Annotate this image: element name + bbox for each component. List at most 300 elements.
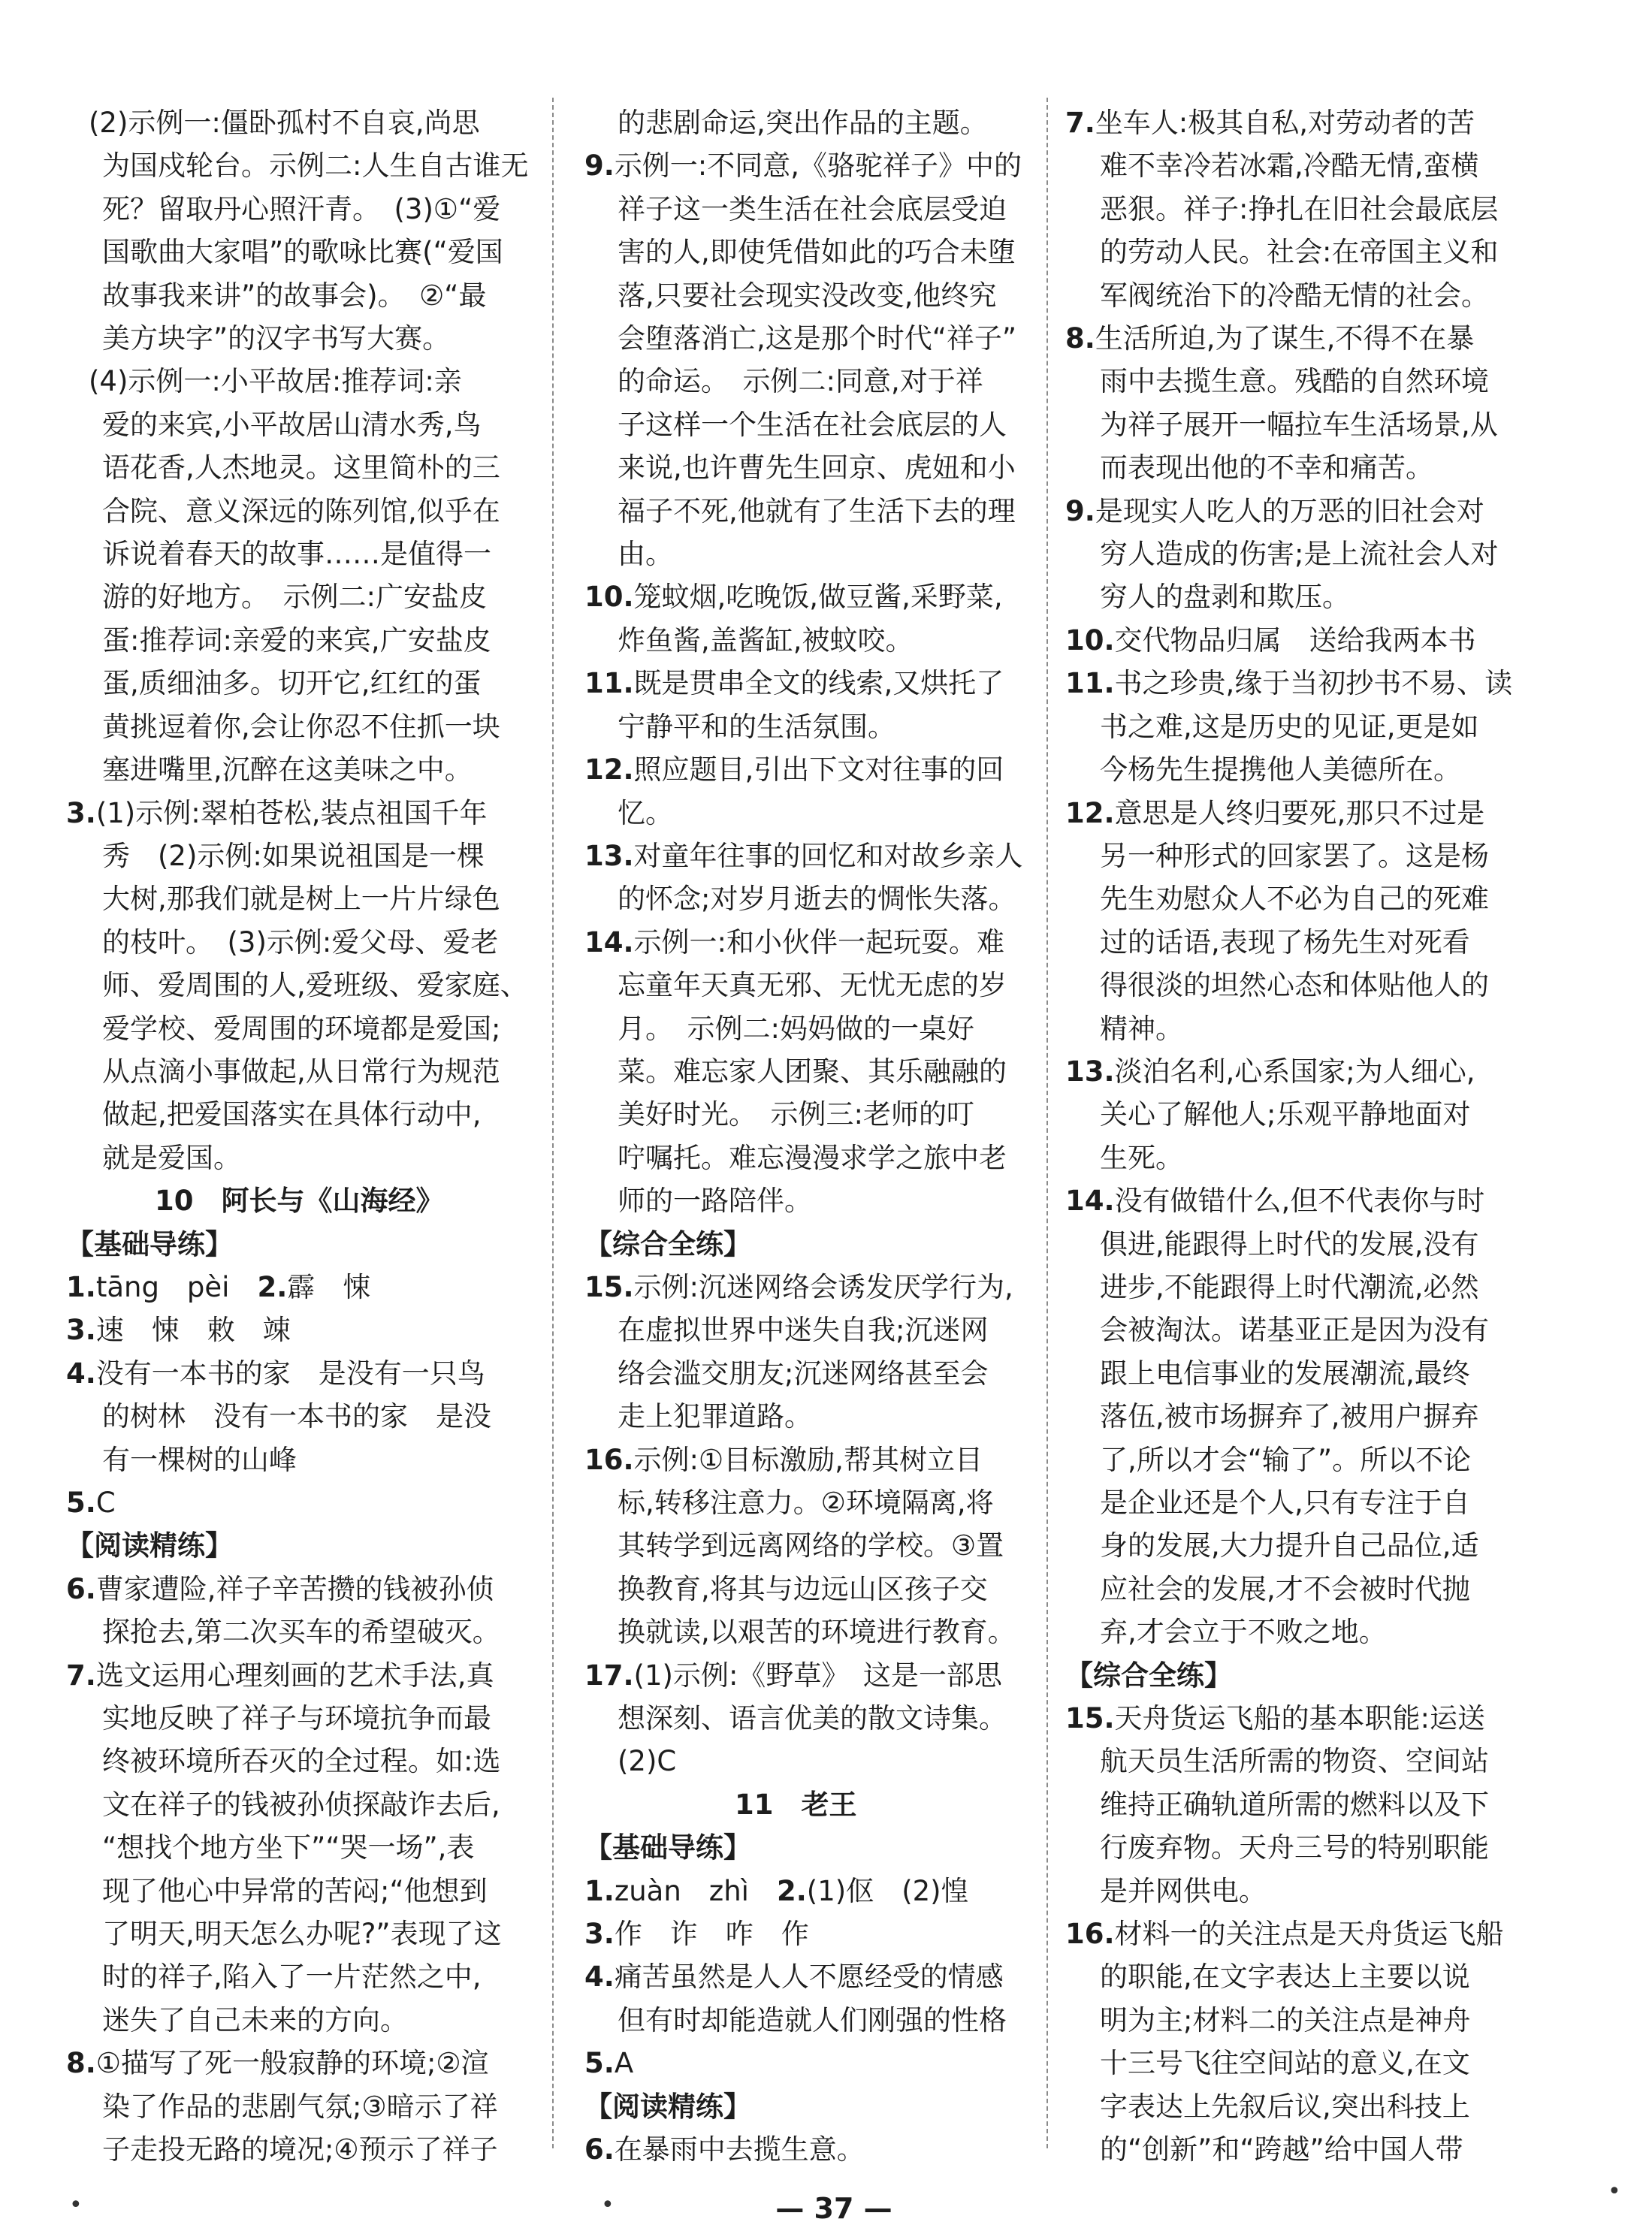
answer-text: 从点滴小事做起,从日常行为规范 [102, 1055, 500, 1088]
answer-text: 忆。 [618, 796, 673, 829]
answer-text: 在虚拟世界中迷失自我;沉迷网 [618, 1314, 989, 1347]
answer-line [584, 188, 1026, 231]
answer-text: 明为主;材料二的关注点是神舟 [1100, 2003, 1471, 2036]
answer-item [584, 835, 1026, 877]
answer-text: 航天员生活所需的物资、空间站 [1100, 1745, 1489, 1778]
answer-line [1065, 2085, 1516, 2128]
answer-line [66, 1395, 530, 1438]
answer-line [66, 1783, 530, 1826]
answer-line [66, 964, 530, 1007]
answer-text: 游的好地方。 示例二:广安盐皮 [102, 581, 487, 614]
answer-line [66, 144, 530, 187]
item-number: 3. [584, 1918, 615, 1951]
answer-line [1065, 1955, 1516, 1998]
answer-text: 穷人造成的伤害;是上流社会人对 [1100, 538, 1499, 571]
answer-text: 没有做错什么,但不代表你与时 [1114, 1185, 1485, 1218]
answer-text: 塞进嘴里,沉醉在这美味之中。 [102, 753, 473, 786]
answer-text: 曹家遭险,祥子辛苦攒的钱被孙侦 [95, 1572, 494, 1605]
answer-text: 爱的来宾,小平故居山清水秀,鸟 [102, 408, 482, 441]
answer-line [1065, 1783, 1516, 1826]
section-heading: 【阅读精练】 [584, 2090, 751, 2123]
answer-text: 福子不死,他就有了生活下去的理 [618, 494, 1016, 527]
answer-text: 会堕落消亡,这是那个时代“祥子” [618, 322, 1017, 355]
answer-line [66, 877, 530, 920]
answer-line [584, 231, 1026, 273]
answer-item [584, 144, 1026, 187]
answer-text: 子这样一个生活在社会底层的人 [618, 408, 1007, 441]
answer-text: 笼蚊烟,吃晚饭,做豆酱,采野菜, [633, 581, 1003, 614]
answer-text: 的命运。 示例二:同意,对于祥 [618, 365, 983, 398]
answer-line [584, 1050, 1026, 1093]
answer-text: C [95, 1487, 116, 1519]
answer-text: 换教育,将其与边远山区孩子交 [618, 1572, 988, 1605]
answer-line [584, 403, 1026, 446]
answer-text: 跟上电信事业的发展潮流,最终 [1100, 1357, 1470, 1390]
item-number: 4. [584, 1961, 615, 1994]
answer-item [1065, 792, 1516, 835]
item-number: 2. [776, 1874, 807, 1907]
answer-line [66, 662, 530, 705]
page-number: — 37 — [775, 2192, 892, 2225]
item-number: 5. [584, 2047, 615, 2080]
answer-line [1065, 921, 1516, 964]
answer-line [1065, 1395, 1516, 1438]
answer-line [66, 1050, 530, 1093]
answer-text: 害的人,即使凭借如此的巧合未堕 [618, 236, 1016, 269]
answer-text: 美好时光。 示例三:老师的叮 [618, 1098, 974, 1131]
answer-line [584, 1352, 1026, 1395]
item-number: 14. [1065, 1185, 1115, 1218]
answer-text: 走上犯罪道路。 [618, 1400, 812, 1433]
answer-text: 炸鱼酱,盖酱缸,被蚊咬。 [618, 623, 914, 657]
answer-item [1065, 1697, 1516, 1740]
answer-line [1065, 1309, 1516, 1351]
answer-item [584, 1438, 1026, 1481]
answer-text: 的怀念;对岁月逝去的惆怅失落。 [618, 883, 1016, 916]
answer-text: 淡泊名利,心系国家;为人细心, [1114, 1055, 1475, 1088]
answer-line [1065, 575, 1516, 618]
item-number: 4. [66, 1357, 96, 1390]
answer-line [584, 705, 1026, 748]
answer-line [584, 274, 1026, 317]
answer-text: 维持正确轨道所需的燃料以及下 [1100, 1788, 1489, 1821]
answer-item [66, 1481, 530, 1524]
item-number: 15. [1065, 1702, 1115, 1735]
answer-text: 是企业还是个人,只有专注于自 [1100, 1487, 1470, 1519]
item-number: 8. [66, 2047, 96, 2080]
answer-item [584, 748, 1026, 791]
answer-line [66, 2085, 530, 2128]
answer-item [1065, 1050, 1516, 1093]
answer-line [1065, 705, 1516, 748]
item-number: 2. [257, 1270, 288, 1303]
answer-text: 行废弃物。天舟三号的特别职能 [1100, 1831, 1489, 1864]
answer-text: 宁静平和的生活氛围。 [618, 710, 895, 743]
answer-text: 的悲剧命运,突出作品的主题。 [618, 107, 988, 139]
item-number: 10. [1065, 623, 1115, 657]
answer-line [1065, 1223, 1516, 1266]
answer-text: (4)示例一:小平故居:推荐词:亲 [89, 365, 462, 398]
answer-item [1065, 662, 1516, 705]
answer-text: 速 悚 敕 竦 [95, 1314, 291, 1347]
answer-text: 材料一的关注点是天舟货运飞船 [1114, 1918, 1504, 1951]
answer-line [1065, 1438, 1516, 1481]
answer-line [1065, 2042, 1516, 2085]
item-number: 9. [1065, 494, 1095, 527]
item-number: 16. [584, 1443, 634, 1476]
answer-text: “想找个地方坐下”“哭一场”,表 [102, 1831, 475, 1864]
answer-line [584, 1309, 1026, 1351]
answer-line [1065, 360, 1516, 403]
answer-text: 恶狠。祥子:挣扎在旧社会最底层 [1100, 192, 1499, 225]
item-number: 13. [1065, 1055, 1115, 1088]
answer-text: 选文运用心理刻画的艺术手法,真 [95, 1659, 494, 1692]
answer-text: 坐车人:极其自私,对劳动者的苦 [1095, 107, 1475, 139]
answer-text: 生活所迫,为了谋生,不得不在暴 [1095, 322, 1475, 355]
answer-text: 字表达上先叙后议,突出科技上 [1100, 2090, 1470, 2123]
answer-line [1065, 231, 1516, 273]
answer-line [584, 101, 1026, 144]
answer-column-1 [66, 101, 530, 2172]
answer-text: 为祥子展开一幅拉车生活场景,从 [1100, 408, 1498, 441]
answer-line [584, 1740, 1026, 1783]
answer-line [584, 792, 1026, 835]
answer-line [584, 360, 1026, 403]
answer-column-3 [1065, 101, 1516, 2172]
answer-text: 文在祥子的钱被孙侦探敲诈去后, [102, 1788, 500, 1821]
answer-text: 穷人的盘剥和欺压。 [1100, 581, 1350, 614]
answer-text: 黄挑逗着你,会让你忍不住抓一块 [102, 710, 500, 743]
answer-line [584, 1697, 1026, 1740]
answer-line [1065, 1999, 1516, 2042]
column-divider-right [1046, 98, 1048, 2148]
answer-text: 蛋:推荐词:亲爱的来宾,广安盐皮 [102, 623, 491, 657]
answer-text: 对童年往事的回忆和对故乡亲人 [633, 839, 1023, 872]
answer-line [66, 575, 530, 618]
answer-text: 但有时却能造就人们刚强的性格 [618, 2003, 1007, 2036]
answer-text: 示例一:和小伙伴一起玩耍。难 [633, 925, 1005, 958]
answer-line [66, 446, 530, 489]
lesson-title: 10 阿长与《山海经》 [155, 1185, 444, 1218]
answer-item [66, 1266, 530, 1309]
answer-text: (1)示例:翠柏苍松,装点祖国千年 [95, 796, 488, 829]
margin-mark: • [69, 2192, 83, 2218]
answer-text: 的枝叶。 (3)示例:爱父母、爱老 [102, 925, 499, 958]
answer-text: 示例:沉迷网络会诱发厌学行为, [633, 1270, 1013, 1303]
answer-text: A [614, 2047, 634, 2080]
answer-line [1065, 1740, 1516, 1783]
answer-item [66, 2042, 530, 2085]
answer-item [66, 1568, 530, 1611]
answer-text: 得很淡的坦然心态和体贴他人的 [1100, 969, 1489, 1002]
answer-line [584, 877, 1026, 920]
item-number: 3. [66, 796, 96, 829]
answer-text: 月。 示例二:妈妈做的一桌好 [618, 1012, 974, 1045]
answer-line [66, 274, 530, 317]
answer-item [1065, 1179, 1516, 1222]
answer-line [1065, 533, 1516, 575]
answer-item [584, 1955, 1026, 1998]
answer-text: 十三号飞往空间站的意义,在文 [1100, 2047, 1470, 2080]
answer-text: 天舟货运飞船的基本职能:运送 [1114, 1702, 1486, 1735]
answer-line [66, 188, 530, 231]
answer-line [66, 1093, 530, 1136]
answer-text: 就是爱国。 [102, 1141, 241, 1174]
answer-text: 痛苦虽然是人人不愿经受的情感 [614, 1961, 1004, 1994]
answer-line [584, 1395, 1026, 1438]
answer-line [584, 619, 1026, 662]
answer-line [66, 1955, 530, 1998]
answer-text: 国歌曲大家唱”的歌咏比赛(“爱国 [102, 236, 503, 269]
answer-item [584, 1654, 1026, 1697]
answer-text: 探抢去,第二次买车的希望破灭。 [102, 1616, 500, 1649]
answer-line [66, 1611, 530, 1653]
answer-line [1065, 1352, 1516, 1395]
lesson-title: 11 老王 [735, 1788, 857, 1821]
item-number: 6. [584, 2133, 615, 2166]
answer-text: (1)伛 (2)惶 [806, 1874, 969, 1907]
answer-text: 终被环境所吞灭的全过程。如:选 [102, 1745, 501, 1778]
answer-text: 菜。难忘家人团聚、其乐融融的 [618, 1055, 1007, 1088]
answer-line [66, 619, 530, 662]
answer-item [584, 1870, 1026, 1912]
answer-text: 精神。 [1100, 1012, 1183, 1045]
answer-line [1065, 1568, 1516, 1611]
answer-text: 标,转移注意力。②环境隔离,将 [618, 1487, 994, 1519]
answer-line [1065, 144, 1516, 187]
answer-line [66, 490, 530, 533]
section-heading: 【基础导练】 [584, 1831, 751, 1864]
answer-text: 迷失了自己未来的方向。 [102, 2003, 408, 2036]
answer-line [66, 1007, 530, 1050]
answer-line [66, 533, 530, 575]
answer-text: 关心了解他人;乐观平静地面对 [1100, 1098, 1471, 1131]
answer-text: 应社会的发展,才不会被时代抛 [1100, 1572, 1470, 1605]
answer-item [1065, 1912, 1516, 1955]
section-heading: 【综合全练】 [584, 1227, 751, 1260]
answer-text: 落,只要社会现实没改变,他终究 [618, 279, 997, 312]
item-number: 1. [584, 1874, 615, 1907]
answer-text: 先生劝慰众人不必为自己的死难 [1100, 883, 1489, 916]
item-number: 11. [1065, 667, 1115, 700]
answer-text: 弃,才会立于不败之地。 [1100, 1616, 1387, 1649]
answer-line [1065, 835, 1516, 877]
answer-text: 霹 悚 [287, 1270, 371, 1303]
answer-line [66, 403, 530, 446]
answer-item [584, 2042, 1026, 2085]
answer-line [1065, 1481, 1516, 1524]
answer-text: 死？留取丹心照汗青。 (3)①“爱 [102, 192, 501, 225]
answer-text: 进步,不能跟得上时代潮流,必然 [1100, 1270, 1479, 1303]
item-number: 13. [584, 839, 634, 872]
item-number: 11. [584, 667, 634, 700]
answer-line [1065, 274, 1516, 317]
answer-text: 其转学到远离网络的学校。③置 [618, 1529, 1004, 1562]
item-number: 3. [66, 1314, 96, 1347]
answer-line [66, 1912, 530, 1955]
answer-text: 的树林 没有一本书的家 是没 [102, 1400, 491, 1433]
answer-item [584, 1266, 1026, 1309]
item-number: 7. [66, 1659, 96, 1692]
answer-line [66, 231, 530, 273]
answer-text: 络会滥交朋友;沉迷网络甚至会 [618, 1357, 989, 1390]
answer-text: 了明天,明天怎么办呢?”表现了这 [102, 1918, 502, 1951]
answer-text: 的“创新”和“跨越”给中国人带 [1100, 2133, 1463, 2166]
answer-text: 雨中去揽生意。残酷的自然环境 [1100, 365, 1489, 398]
item-number: 16. [1065, 1918, 1115, 1951]
answer-line [66, 835, 530, 877]
answer-text: 做起,把爱国落实在具体行动中, [102, 1098, 482, 1131]
answer-line [584, 1093, 1026, 1136]
answer-line [66, 1740, 530, 1783]
answer-column-2 [584, 101, 1026, 2172]
answer-text: (2)示例一:僵卧孤村不自哀,尚思 [89, 107, 480, 139]
answer-text: 师的一路陪伴。 [618, 1185, 812, 1218]
answer-line [584, 1481, 1026, 1524]
answer-line [584, 317, 1026, 360]
answer-text: 语花香,人杰地灵。这里简朴的三 [102, 451, 500, 485]
answer-text: 交代物品归属 送给我两本书 [1114, 623, 1476, 657]
answer-line [1065, 1007, 1516, 1050]
answer-text: 咛嘱托。难忘漫漫求学之旅中老 [618, 1141, 1007, 1174]
answer-text: 忘童年天真无邪、无忧无虑的岁 [618, 969, 1007, 1002]
answer-item [584, 662, 1026, 705]
answer-text: 而表现出他的不幸和痛苦。 [1100, 451, 1433, 485]
item-number: 8. [1065, 322, 1095, 355]
answer-item [584, 921, 1026, 964]
answer-item [66, 792, 530, 835]
item-number: 12. [1065, 796, 1115, 829]
answer-text: 爱学校、爱周围的环境都是爱国; [102, 1012, 501, 1045]
answer-text: 来说,也许曹先生回京、虎妞和小 [618, 451, 1016, 485]
answer-line [66, 101, 530, 144]
answer-line [66, 748, 530, 791]
answer-line [584, 1611, 1026, 1653]
answer-line [66, 317, 530, 360]
answer-text: 生死。 [1100, 1141, 1183, 1174]
answer-text: 现了他心中异常的苦闷;“他想到 [102, 1874, 488, 1907]
answer-text: 的劳动人民。社会:在帝国主义和 [1100, 236, 1499, 269]
answer-line [584, 446, 1026, 489]
answer-line [66, 705, 530, 748]
answer-line [1065, 446, 1516, 489]
answer-text: 俱进,能跟得上时代的发展,没有 [1100, 1227, 1479, 1260]
answer-text: 示例一:不同意,《骆驼祥子》中的 [614, 149, 1022, 183]
answer-text: (1)示例:《野草》 这是一部思 [633, 1659, 1002, 1692]
answer-text: 示例:①目标激励,帮其树立目 [633, 1443, 983, 1476]
answer-text: 落伍,被市场摒弃了,被用户摒弃 [1100, 1400, 1479, 1433]
answer-line [1065, 1266, 1516, 1309]
item-number: 10. [584, 581, 634, 614]
answer-line [1065, 1826, 1516, 1869]
answer-text: 大树,那我们就是树上一片片绿色 [102, 883, 500, 916]
answer-text: 为国戍轮台。示例二:人生自古谁无 [102, 149, 529, 183]
answer-line [66, 1999, 530, 2042]
answer-text: 由。 [618, 538, 673, 571]
answer-line [1065, 1524, 1516, 1567]
answer-line [1065, 964, 1516, 1007]
answer-text: 书之难,这是历史的见证,更是如 [1100, 710, 1479, 743]
answer-line [584, 1524, 1026, 1567]
answer-text: 军阀统治下的冷酷无情的社会。 [1100, 279, 1489, 312]
margin-mark: • [601, 2192, 615, 2218]
answer-text: 师、爱周围的人,爱班级、爱家庭、 [102, 969, 528, 1002]
item-number: 17. [584, 1659, 634, 1692]
answer-text: 祥子这一类生活在社会底层受迫 [618, 192, 1007, 225]
answer-line [1065, 1870, 1516, 1912]
section-heading: 【综合全练】 [1065, 1659, 1232, 1692]
answer-text: 书之珍贵,缘于当初抄书不易、读 [1114, 667, 1513, 700]
answer-text: 在暴雨中去揽生意。 [614, 2133, 865, 2166]
answer-text: 有一棵树的山峰 [102, 1443, 297, 1476]
answer-item [66, 1352, 530, 1395]
section-heading: 【基础导练】 [66, 1227, 233, 1260]
answer-line [66, 1870, 530, 1912]
answer-item [1065, 490, 1516, 533]
answer-text: ①描写了死一般寂静的环境;②渲 [95, 2047, 489, 2080]
answer-text: 蛋,质细油多。切开它,红红的蛋 [102, 667, 482, 700]
answer-text: 身的发展,大力提升自己品位,适 [1100, 1529, 1479, 1562]
answer-line [584, 1179, 1026, 1222]
answer-text: 是现实人吃人的万恶的旧社会对 [1095, 494, 1484, 527]
answer-text: 故事我来讲”的故事会)。 ②“最 [102, 279, 487, 312]
answer-item [1065, 101, 1516, 144]
answer-text: 时的祥子,陷入了一片茫然之中, [102, 1961, 482, 1994]
answer-line [66, 1826, 530, 1869]
answer-text: 难不幸冷若冰霜,冷酷无情,蛮横 [1100, 149, 1479, 183]
answer-item [66, 1654, 530, 1697]
answer-line [584, 1999, 1026, 2042]
item-number: 15. [584, 1270, 634, 1303]
answer-line [66, 1438, 530, 1481]
margin-mark: • [1608, 2178, 1621, 2205]
item-number: 5. [66, 1487, 96, 1519]
item-number: 9. [584, 149, 615, 183]
answer-line [66, 1697, 530, 1740]
answer-line [1065, 1093, 1516, 1136]
answer-item [584, 575, 1026, 618]
answer-text: 秀 (2)示例:如果说祖国是一棵 [102, 839, 485, 872]
answer-line [1065, 2128, 1516, 2171]
item-number: 14. [584, 925, 634, 958]
answer-text: 想深刻、语言优美的散文诗集。 [618, 1702, 1007, 1735]
answer-text: 染了作品的悲剧气氛;③暗示了祥 [102, 2090, 498, 2123]
answer-text: 美方块字”的汉字书写大赛。 [102, 322, 451, 355]
answer-line [1065, 1137, 1516, 1179]
item-number: 6. [66, 1572, 96, 1605]
answer-text: 是并网供电。 [1100, 1874, 1267, 1907]
answer-text: (2)C [618, 1745, 677, 1778]
answer-line [584, 1007, 1026, 1050]
answer-line [66, 360, 530, 403]
answer-text: 照应题目,引出下文对往事的回 [633, 753, 1004, 786]
answer-line [66, 2128, 530, 2171]
answer-item [584, 1912, 1026, 1955]
answer-text: 会被淘汰。诺基亚正是因为没有 [1100, 1314, 1489, 1347]
answer-text: 作 诈 咋 作 [614, 1918, 809, 1951]
answer-line [1065, 1611, 1516, 1653]
item-number: 12. [584, 753, 634, 786]
section-heading: 【阅读精练】 [66, 1529, 233, 1562]
answer-line [584, 490, 1026, 533]
answer-line [1065, 188, 1516, 231]
answer-text: 的职能,在文字表达上主要以说 [1100, 1961, 1470, 1994]
item-number: 1. [66, 1270, 96, 1303]
item-number: 7. [1065, 107, 1095, 139]
answer-text: 了,所以才会“输了”。所以不论 [1100, 1443, 1472, 1476]
answer-text: zuàn zhì [614, 1874, 777, 1907]
answer-text: tāng pèi [95, 1270, 258, 1303]
